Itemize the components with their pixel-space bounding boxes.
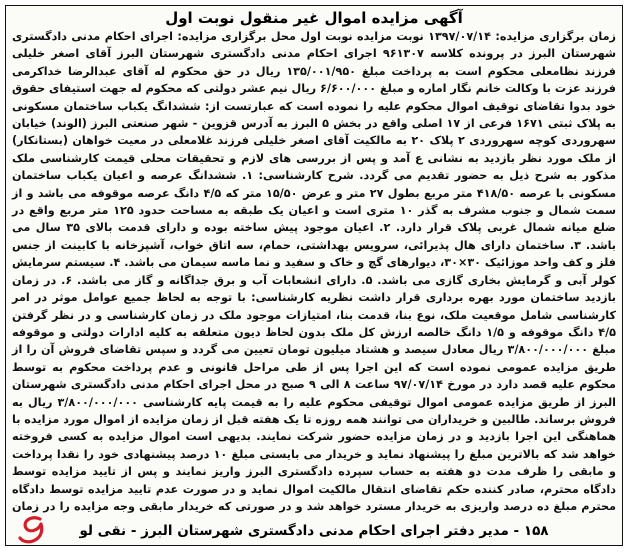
auction-notice — [5, 5, 623, 546]
notice-title: آگهی مزایده اموال غیر منقول نوبت اول — [165, 9, 463, 27]
notice-body: زمان برگزاری مزایده: ۱۳۹۷/۰۷/۱۴ نوبت مزایده نوبت اول محل برگزاری مزایده: اجرای احکام مدنی دادگستری شهرستان البرز در پرونده کلاسه ۹۶۱۳۰۷ اجرای احکام مدنی دادگستری شهرستان البرز آقای اصغر خلیلی فرزند نظامعلی محکوم است به پرداخت مبلغ ۱۳۵/۰۰۱/۹۵۰ ریال در حق محکوم له آقای عبدالرضا خداکرمی فرزند عزت با وکالت خانم نگار اماره و مبلغ ۶/۶۰۰/۰۰۰ ریال نیم عشر دولتی که محکوم له جهت استیفای حقوق خود بدوا تقاضای توقیف اموال محکوم علیه را نموده است که عبارتست از: ششدانگ یکباب ساختمان مسکونی به پلاک ثبتی ۱۶۷۱ فرعی از ۱۷ اصلی واقع در بخش ۵ البرز به آدرس قزوین - شهر صنعتی البرز (الوند) خیابان سهروردی کوچه سهروردی ۲ پلاک ۲۰ به مالکیت آقای اصغر خلیلی فرزند غلامعلی در معیت خواهان (بستانکار) از ملک مورد نظر بازدید به نشانی ع آمد و پس از بررسی های لازم و تحقیقات محلی قیمت کارشناسی ملک مذکور به شرح ذیل به حضور تقدیم می گردد. شرح کارشناسی: ۱. ششدانگ عرصه و اعیان یکباب ساختمان مسکونی با عرصه ۴۱۸/۵۰ متر مربع بطول ۲۷ متر و عرض ۱۵/۵۰ متر که ۴/۵ دانگ عرصه موقوفه می باشد و از سمت شمال و جنوب مشرف به گذر ۱۰ متری است و اعیان یک طبقه به مساحت حدود ۱۲۵ متر مربع واقع در ضلع میانه شمال غربی پلاک قرار دارد. ۲. اعیان موجود پیش ساخته بوده و دارای قدمت بالای ۳۵ سال می باشد. ۳. ساختمان دارای هال پذیرائی، سرویس بهداشتی، حمام، سه اتاق خواب، آشپزخانه با کابینت از جنس فلز و کف واحد موزائیک ۳۰×۳۰، دیوارهای گچ و خاک و سفید و نما ماسه سیمان می باشد. ۴. سیستم سرمایش کولر آبی و گرمایش بخاری گازی می باشد. ۵. دارای انشعابات آب و برق جداگانه و گاز می باشد. ۶. در زمان بازدید ساختمان مورد بهره برداری قرار داشت نظریه کارشناسی: با توجه به لحاظ جمیع عوامل موثر در امر کارشناسی شامل موقعیت ملک، نوع بنا، قدمت بنا، امتیازات موجود ملک در زمان کارشناسی و در نظر گرفتن ۴/۵ دانگ موقوفه و ۱/۵ دانگ خالصه ارزش کل ملک بدون لحاظ دیون متعلقه به کلیه ادارات دولتی و موقوفه مبلغ ۳/۸۰۰/۰۰۰/۰۰۰ ریال معادل سیصد و هشتاد میلیون تومان تعیین می گردد و سپس تقاضای فروش آن را از طریق مزایده عمومی نموده است که این اجرا پس از طی مراحل قانونی و عدم پرداخت محکوم به توسط محکوم علیه قصد دارد در مورخ ۹۷/۰۷/۱۴ ساعت ۸ الی ۹ صبح در محل اجرای احکام مدنی دادگستری شهرستان البرز از طریق مزایده عمومی اموال توقیفی محکوم علیه را به قیمت پایه کارشناسی ۳/۸۰۰/۰۰۰/۰۰۰ ریال به فروش برساند. طالبین و خریداران می توانند همه روزه تا یک هفته قبل از زمان مزایده از اموال مورد مزایده با هماهنگی این اجرا بازدید و در زمان مزایده حضور شرکت نمایند. بدیهی است اموال مزایده به کسی فروخته خواهد شد که بالاترین مبلغ را پیشنهاد نماید و خریدار می بایستی مبلغ ۱۰ درصد پیشنهادی خود را نقدا پرداخت و مابقی را ظرف مدت دو هفته به حساب سپرده دادگستری البرز واریز نمایند و پس از تایید مزایده توسط دادگاه محترم، صادر کننده حکم تقاضای انتقال مالکیت اموال نماید و در صورت عدم تایید مزایده توسط دادگاه محترم مبلغ ده درصد واریزی به خریدار مسترد خواهد شد و در صورتی که خریدار مابقی وجه مزایده را در زمان — [12, 30, 617, 513]
handwritten-number-mark — [14, 511, 54, 545]
notice-footer: ۱۵۸ - مدیر دفتر اجرای احکام مدنی دادگستری شهرستان البرز - نقی لو — [79, 523, 549, 539]
